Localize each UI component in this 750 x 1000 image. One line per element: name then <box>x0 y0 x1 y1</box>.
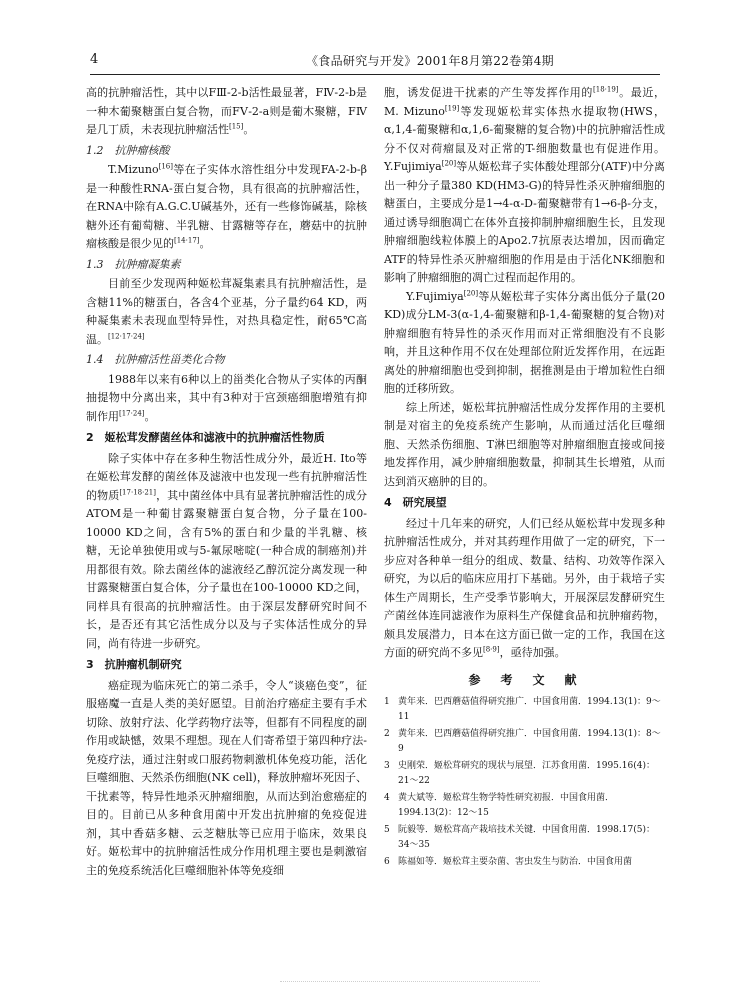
references-heading: 参 考 文 献 <box>468 672 581 687</box>
reference-item <box>384 855 665 870</box>
reference-item <box>384 759 665 789</box>
reference-number: 6 <box>384 857 390 867</box>
paragraph: Y.Fujimiya[20]等从姬松茸子实体分离出低分子量(20 KD)成分LM-3(α-1,4-葡聚糖和β-1,4-葡聚糖的复合物)对肿瘤细胞有特异性的杀灭作用而对正常细胞没有不良影响，并且这种作用不仅在处理部位附近发挥作用，在远距离处的肿瘤细胞也受到抑制，据推测是由于增加粒性白细胞的迁移所致。 <box>384 288 665 395</box>
reference-item <box>384 823 665 853</box>
paragraph: 目前至少发现两种姬松茸凝集素具有抗肿瘤活性，是含糖11%的糖蛋白，各含4个亚基，分子量约64 KD，两种凝集素未表现血型特异性，对热具稳定性，耐65℃高温。[12·17·24] <box>86 277 367 346</box>
reference-number: 4 <box>384 793 390 803</box>
paragraph: 除子实体中存在多种生物活性成分外，最近H. Ito等在姬松茸发酵的菌丝体及滤液中也发现一些有抗肿瘤活性的物质[17·18·21]，其中菌丝体中具有显著抗肿瘤活性的成分ATOM是一种葡甘露聚糖蛋白复合物，分子量在100-10000 KD之间，含有5%的蛋白和少量的半乳糖、核糖，无论单独使用或与5-氟尿嘧啶(一种合成的制癌剂)并用都很有效。除去菌丝体的滤液经乙醇沉淀分离发现一种甘露聚糖蛋白复合体，分子量也在100-10000 KD之间，同样具有很高的抗肿瘤活性。由于深层发酵研究时间不长，是否还有其它活性成分以及与子实体活性成分的异同，尚有待进一步研究。 <box>86 451 368 650</box>
citation: [16] <box>158 162 173 171</box>
reference-item <box>384 791 665 821</box>
reference-number: 3 <box>384 761 390 771</box>
reference-list <box>384 695 665 870</box>
reference-text: 史刚荣．姬松茸研究的现状与展望．江苏食用菌．1995.16(4)：21～22 <box>398 761 655 786</box>
reference-number: 5 <box>384 825 390 835</box>
citation: [17·24] <box>119 408 145 417</box>
citation: [20] <box>463 288 479 297</box>
page-header <box>90 52 660 75</box>
citation: [12·17·24] <box>108 331 145 340</box>
section-heading: 3 抗肿瘤机制研究 <box>86 658 182 671</box>
right-column <box>384 84 665 872</box>
subsection-heading: 1.3 抗肿瘤凝集素 <box>86 257 181 271</box>
reference-item <box>384 695 665 725</box>
page-number: 4 <box>90 52 99 67</box>
citation: [14·17] <box>174 236 200 245</box>
section-heading: 4 研究展望 <box>384 496 447 509</box>
reference-text: 黄年来．巴西蘑菇值得研究推广．中国食用菌．1994.13(1)：8～9 <box>398 729 661 754</box>
citation: [19] <box>444 103 460 112</box>
paragraph: 经过十几年来的研究，人们已经从姬松茸中发现多种抗肿瘤活性成分，并对其药理作用做了一定的研究，下一步应对各种单一组分的组成、数量、结构、功效等作深入研究，为以后的临床应用打下基础。另外，由于栽培子实体生产周期长，生产受季节影响大，开展深层发酵研究生产菌丝体连同滤液作为原料生产保健食品和抗肿瘤药物，颇具发展潜力，日本在这方面已做一定的工作，我国在这方面的研究尚不多见[8·9]，亟待加强。 <box>384 516 665 659</box>
paragraph: 综上所述，姬松茸抗肿瘤活性成分发挥作用的主要机制是对宿主的免疫系统产生影响，从而通过活化巨噬细胞、天然杀伤细胞、T淋巴细胞等对肿瘤细胞直接或间接地发挥作用，减少肿瘤细胞数量，抑制其生长增殖，从而达到消灭癌肿的目的。 <box>384 400 665 488</box>
section-heading: 2 姬松茸发酵菌丝体和滤液中的抗肿瘤活性物质 <box>86 431 325 444</box>
citation: [8·9] <box>483 645 500 654</box>
reference-number: 1 <box>384 697 390 707</box>
subsection-heading: 1.2 抗肿瘤核酸 <box>86 143 170 157</box>
reference-text: 黄年来．巴西蘑菇值得研究推广．中国食用菌．1994.13(1)：9～11 <box>398 697 661 722</box>
paragraph: 胞，诱发促进干扰素的产生等发挥作用的[18·19]。最近，M. Mizuno[19]等发现姬松茸实体热水提取物(HWS，α,1,4-葡聚糖和α,1,6-葡聚糖的复合物)中的抗肿瘤活性成分不仅对荷瘤鼠及对正常的T-细胞数量也有促进作用。Y.Fujimiya[20]等从姬松茸子实体酸处理部分(ATF)中分离出一种分子量380 KD(HM3-G)的特异性杀灭肿瘤细胞的糖蛋白，主要成分是1→4-α-D-葡聚糖带有1→6-β-分支，通过诱导细胞凋亡在体外直接抑制肿瘤细胞生长，且发现肿瘤细胞线粒体膜上的Apo2.7抗原表达增加，因而确定ATF的特异性杀灭肿瘤细胞的作用是由于活化NK细胞和影响了肿瘤细胞的凋亡过程而起作用的。 <box>384 85 666 284</box>
citation: [20] <box>441 159 457 168</box>
citation: [18·19] <box>593 85 619 94</box>
reference-item <box>384 727 665 757</box>
paragraph: T.Mizuno[16]等在子实体水溶性组分中发现FA-2-b-β是一种酸性RNA-蛋白复合物，具有很高的抗肿瘤活性，在RNA中除有A.G.C.U碱基外，还有一些修饰碱基，除核糖外还有葡萄糖、半乳糖、甘露糖等存在，蘑菇中的抗肿瘤核酸是很少见的[14·17]。 <box>86 162 367 250</box>
reference-text: 黄大斌等．姬松茸生物学特性研究初报．中国食用菌．1994.13(2)：12～15 <box>398 793 615 818</box>
reference-number: 2 <box>384 729 390 739</box>
citation: [17·18·21] <box>119 487 156 496</box>
paragraph: 1988年以来有6种以上的甾类化合物从子实体的丙酮抽提物中分离出来，其中有3种对于宫颈癌细胞增殖有抑制作用[17·24]。 <box>86 372 367 423</box>
citation: [15] <box>229 122 244 131</box>
scan-artifact <box>280 975 540 982</box>
left-column <box>86 84 367 880</box>
subsection-heading: 1.4 抗肿瘤活性甾类化合物 <box>86 353 225 366</box>
journal-running-title: 《食品研究与开发》2001年8月第22卷第4期 <box>306 54 554 68</box>
reference-text: 陈福如等．姬松茸主要杂菌、害虫发生与防治．中国食用菌 <box>398 857 633 867</box>
paragraph: 癌症现为临床死亡的第二杀手，令人“谈癌色变”，征服癌魔一直是人类的美好愿望。目前治疗癌症主要有手术切除、放射疗法、化学药物疗法等，但都有不同程度的副作用或缺憾，效果不理想。现在人们寄希望于第四种疗法-免疫疗法，通过注射或口服药物刺激机体免疫功能，活化巨噬细胞、天然杀伤细胞(NK cell)，释放肿瘤坏死因子、干扰素等，特异性地杀灭肿瘤细胞，从而达到治愈癌症的目的。目前已从多种食用菌中开发出抗肿瘤的免疫促进剂，其中香菇多糖、云芝糖肽等已应用于临床，效果良好。姬松茸中的抗肿瘤活性成分作用机理主要也是刺激宿主的免疫系统活化巨噬细胞补体等免疫细 <box>86 678 367 877</box>
reference-text: 阮毅等．姬松茸高产栽培技术关键．中国食用菌．1998.17(5)：34～35 <box>398 825 655 850</box>
paragraph: 高的抗肿瘤活性，其中以FⅢ-2-b活性最显著，FⅣ-2-b是一种木葡聚糖蛋白复合物，而FⅤ-2-a则是葡木聚糖，FⅣ是几丁质，未表现抗肿瘤活性[15]。 <box>86 86 367 136</box>
